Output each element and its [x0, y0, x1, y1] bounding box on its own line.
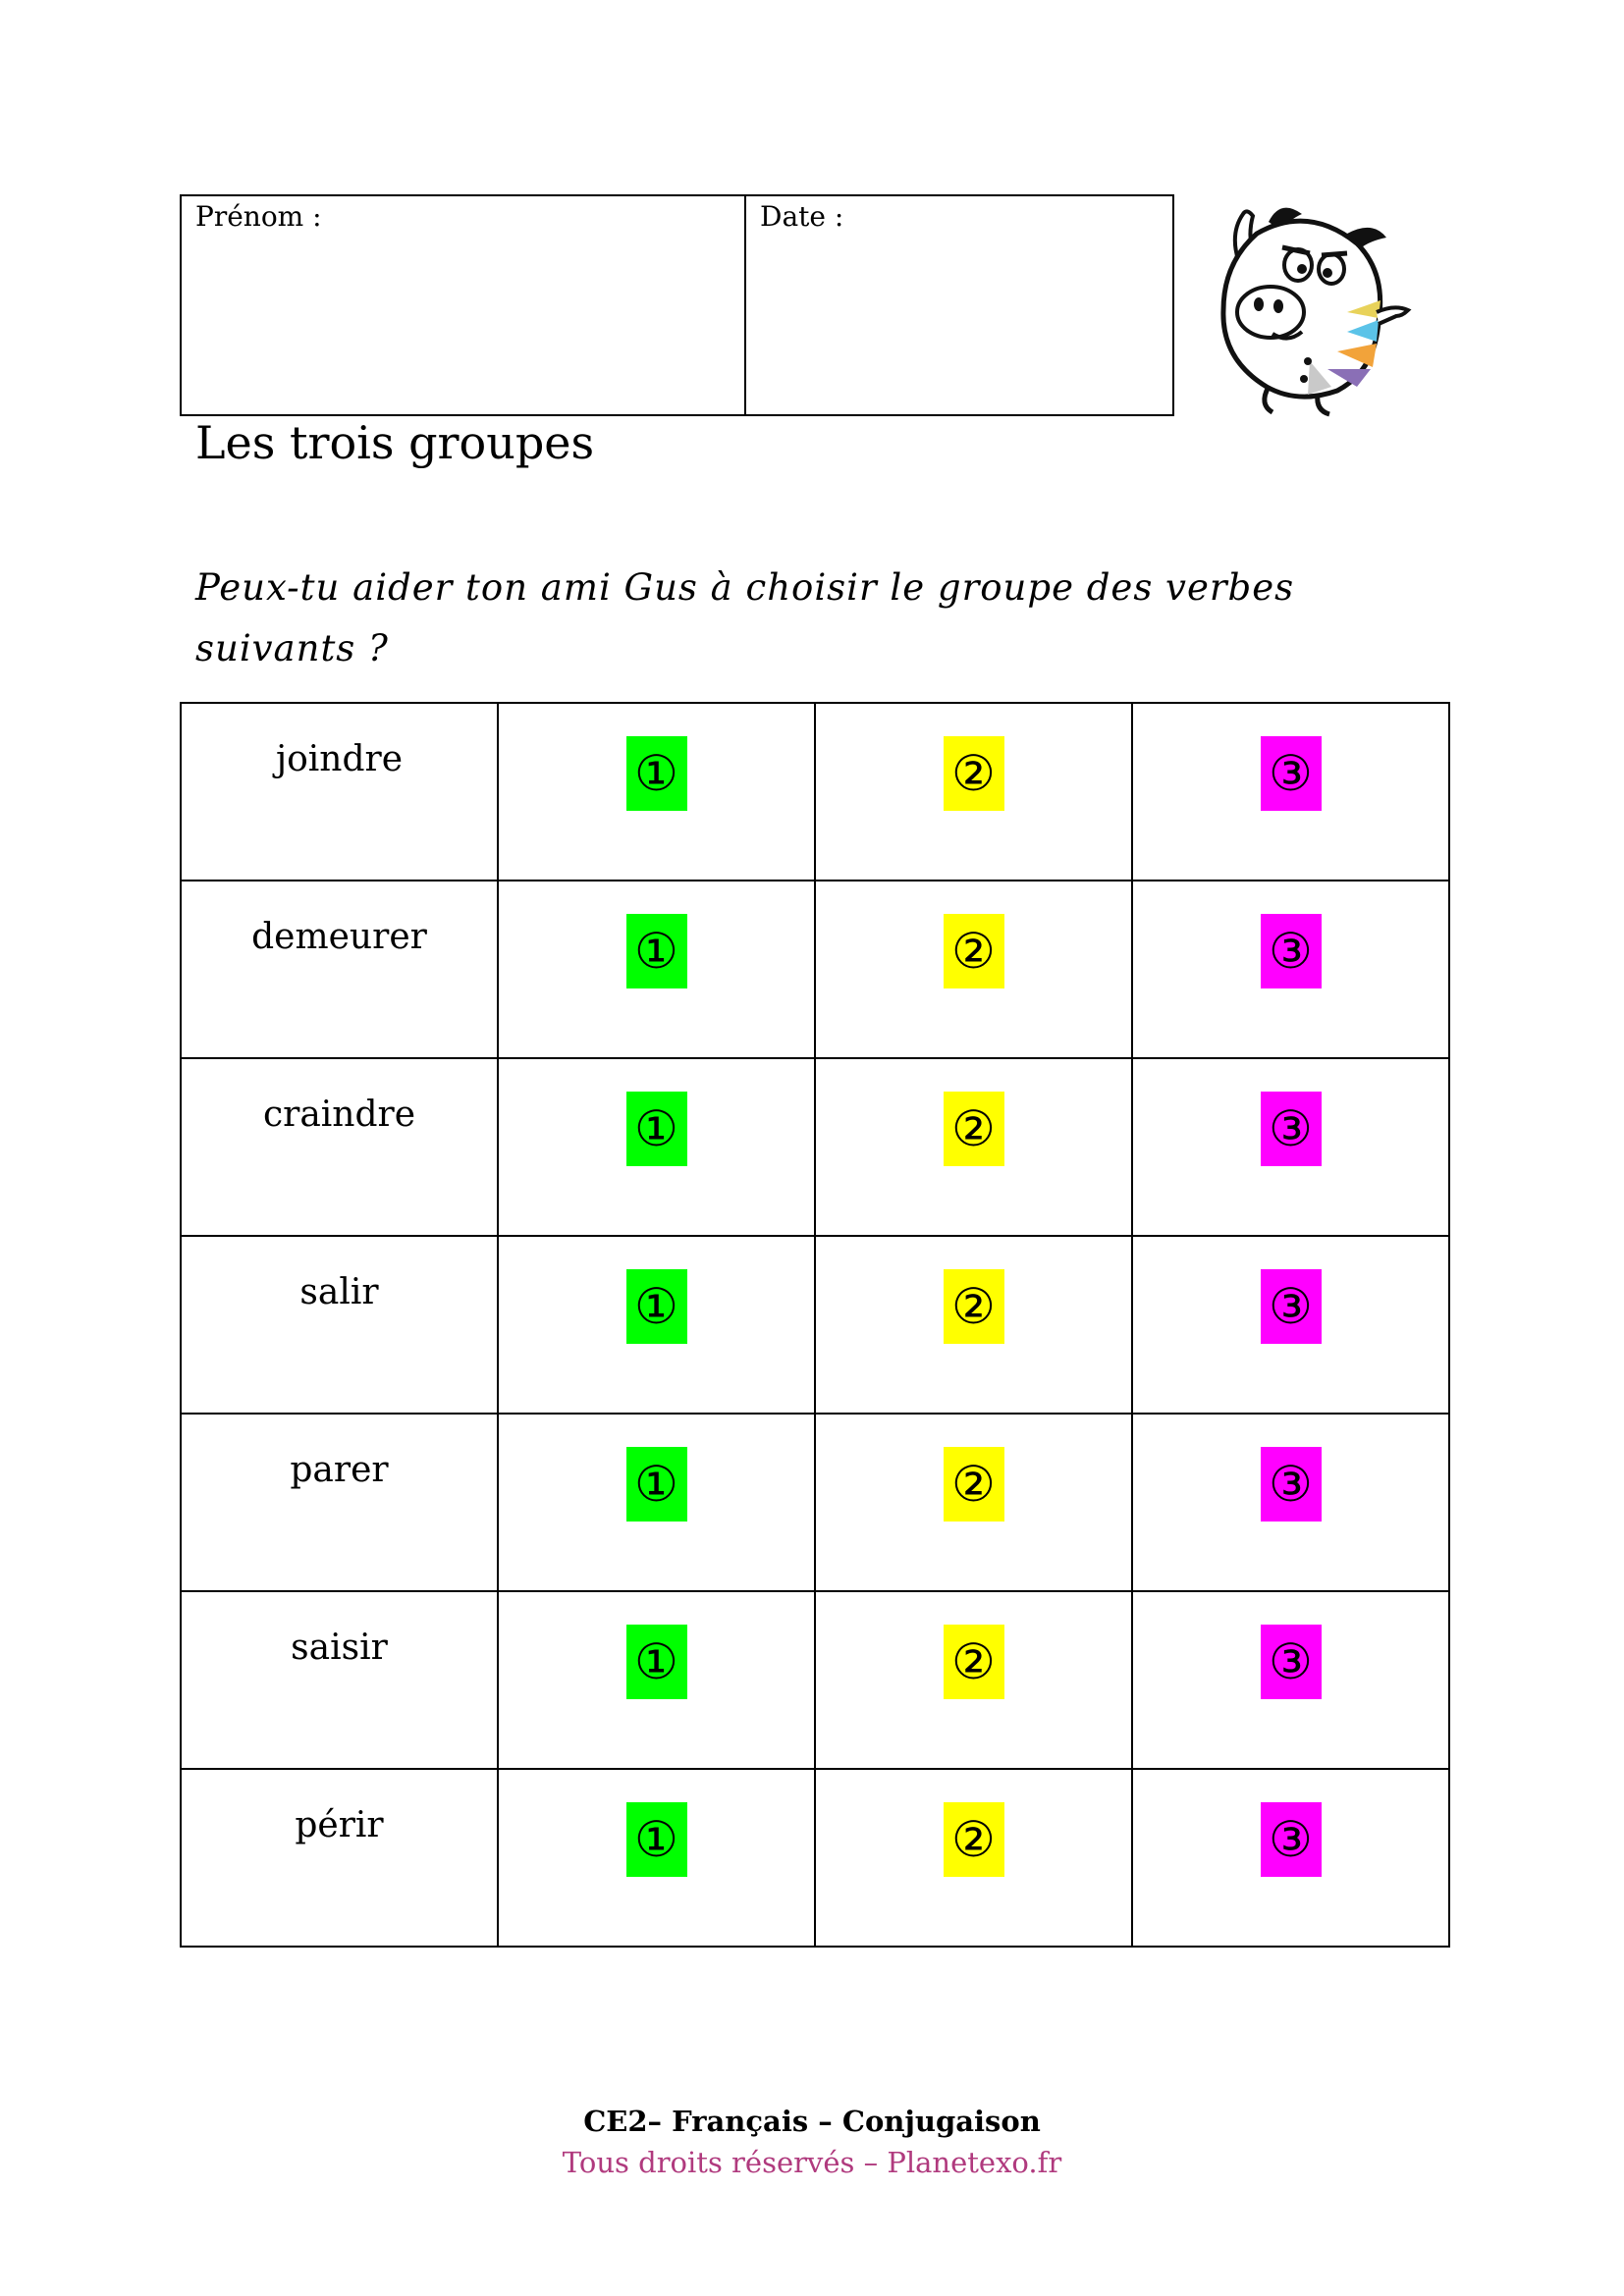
verb-cell	[181, 1591, 498, 1769]
choice-group2-button[interactable]: ②	[944, 1447, 1004, 1522]
verb-cell	[181, 703, 498, 881]
verb-cell	[181, 1236, 498, 1414]
verb-label: saisir	[291, 1628, 388, 1668]
table-row	[181, 1591, 1449, 1769]
footer-copyright: Tous droits réservés – Planetexo.fr	[562, 2146, 1062, 2179]
choice-group2-button[interactable]: ②	[944, 1802, 1004, 1877]
choice-group3-button[interactable]: ③	[1261, 736, 1322, 811]
choice-cell-group1	[498, 1414, 815, 1591]
choice-group2-button[interactable]: ②	[944, 736, 1004, 811]
choice-cell-group3	[1132, 1591, 1449, 1769]
choice-cell-group1	[498, 1058, 815, 1236]
verb-label: périr	[295, 1805, 384, 1845]
verb-label: parer	[290, 1450, 389, 1490]
choice-cell-group3	[1132, 1058, 1449, 1236]
choice-cell-group1	[498, 703, 815, 881]
page-title: Les trois groupes	[195, 416, 595, 469]
choice-cell-group2	[815, 881, 1132, 1058]
table-row	[181, 703, 1449, 881]
verb-cell	[181, 1414, 498, 1591]
choice-cell-group1	[498, 1769, 815, 1947]
choice-cell-group1	[498, 1591, 815, 1769]
choice-cell-group2	[815, 1414, 1132, 1591]
choice-group3-button[interactable]: ③	[1261, 1802, 1322, 1877]
verb-label: craindre	[262, 1095, 416, 1135]
prenom-label: Prénom :	[195, 200, 322, 233]
gus-sheep-mascot-icon	[1200, 194, 1416, 420]
verb-cell	[181, 1058, 498, 1236]
choice-cell-group2	[815, 1236, 1132, 1414]
date-field[interactable]	[746, 196, 1172, 414]
footer-course: CE2– Français – Conjugaison	[583, 2105, 1041, 2138]
choice-group2-button[interactable]: ②	[944, 1625, 1004, 1699]
choice-group1-button[interactable]: ①	[626, 914, 687, 988]
choice-cell-group3	[1132, 703, 1449, 881]
table-row	[181, 1058, 1449, 1236]
prenom-field[interactable]	[182, 196, 746, 414]
verb-label: salir	[299, 1272, 379, 1312]
choice-cell-group3	[1132, 881, 1449, 1058]
verb-cell	[181, 1769, 498, 1947]
verb-label: joindre	[275, 739, 404, 779]
choice-group3-button[interactable]: ③	[1261, 1447, 1322, 1522]
choice-cell-group3	[1132, 1414, 1449, 1591]
choice-group1-button[interactable]: ①	[626, 1802, 687, 1877]
table-row	[181, 881, 1449, 1058]
choice-group1-button[interactable]: ①	[626, 736, 687, 811]
choice-cell-group2	[815, 1591, 1132, 1769]
choice-group2-button[interactable]: ②	[944, 1269, 1004, 1344]
choice-cell-group1	[498, 881, 815, 1058]
table-row	[181, 1236, 1449, 1414]
choice-cell-group3	[1132, 1769, 1449, 1947]
date-label: Date :	[760, 200, 844, 233]
choice-cell-group2	[815, 703, 1132, 881]
choice-cell-group2	[815, 1058, 1132, 1236]
choice-group3-button[interactable]: ③	[1261, 914, 1322, 988]
choice-cell-group1	[498, 1236, 815, 1414]
choice-group3-button[interactable]: ③	[1261, 1092, 1322, 1166]
choice-group3-button[interactable]: ③	[1261, 1269, 1322, 1344]
verb-cell	[181, 881, 498, 1058]
table-row	[181, 1414, 1449, 1591]
choice-group1-button[interactable]: ①	[626, 1269, 687, 1344]
choice-group1-button[interactable]: ①	[626, 1092, 687, 1166]
choice-group1-button[interactable]: ①	[626, 1447, 687, 1522]
verb-label: demeurer	[251, 917, 427, 957]
table-row	[181, 1769, 1449, 1947]
choice-group1-button[interactable]: ①	[626, 1625, 687, 1699]
choice-group2-button[interactable]: ②	[944, 914, 1004, 988]
verb-group-table	[180, 702, 1450, 1948]
exercise-instruction: Peux-tu aider ton ami Gus à choisir le groupe des verbes suivants ?	[195, 566, 1295, 669]
choice-cell-group2	[815, 1769, 1132, 1947]
choice-cell-group3	[1132, 1236, 1449, 1414]
choice-group3-button[interactable]: ③	[1261, 1625, 1322, 1699]
student-info-box	[180, 194, 1174, 416]
choice-group2-button[interactable]: ②	[944, 1092, 1004, 1166]
